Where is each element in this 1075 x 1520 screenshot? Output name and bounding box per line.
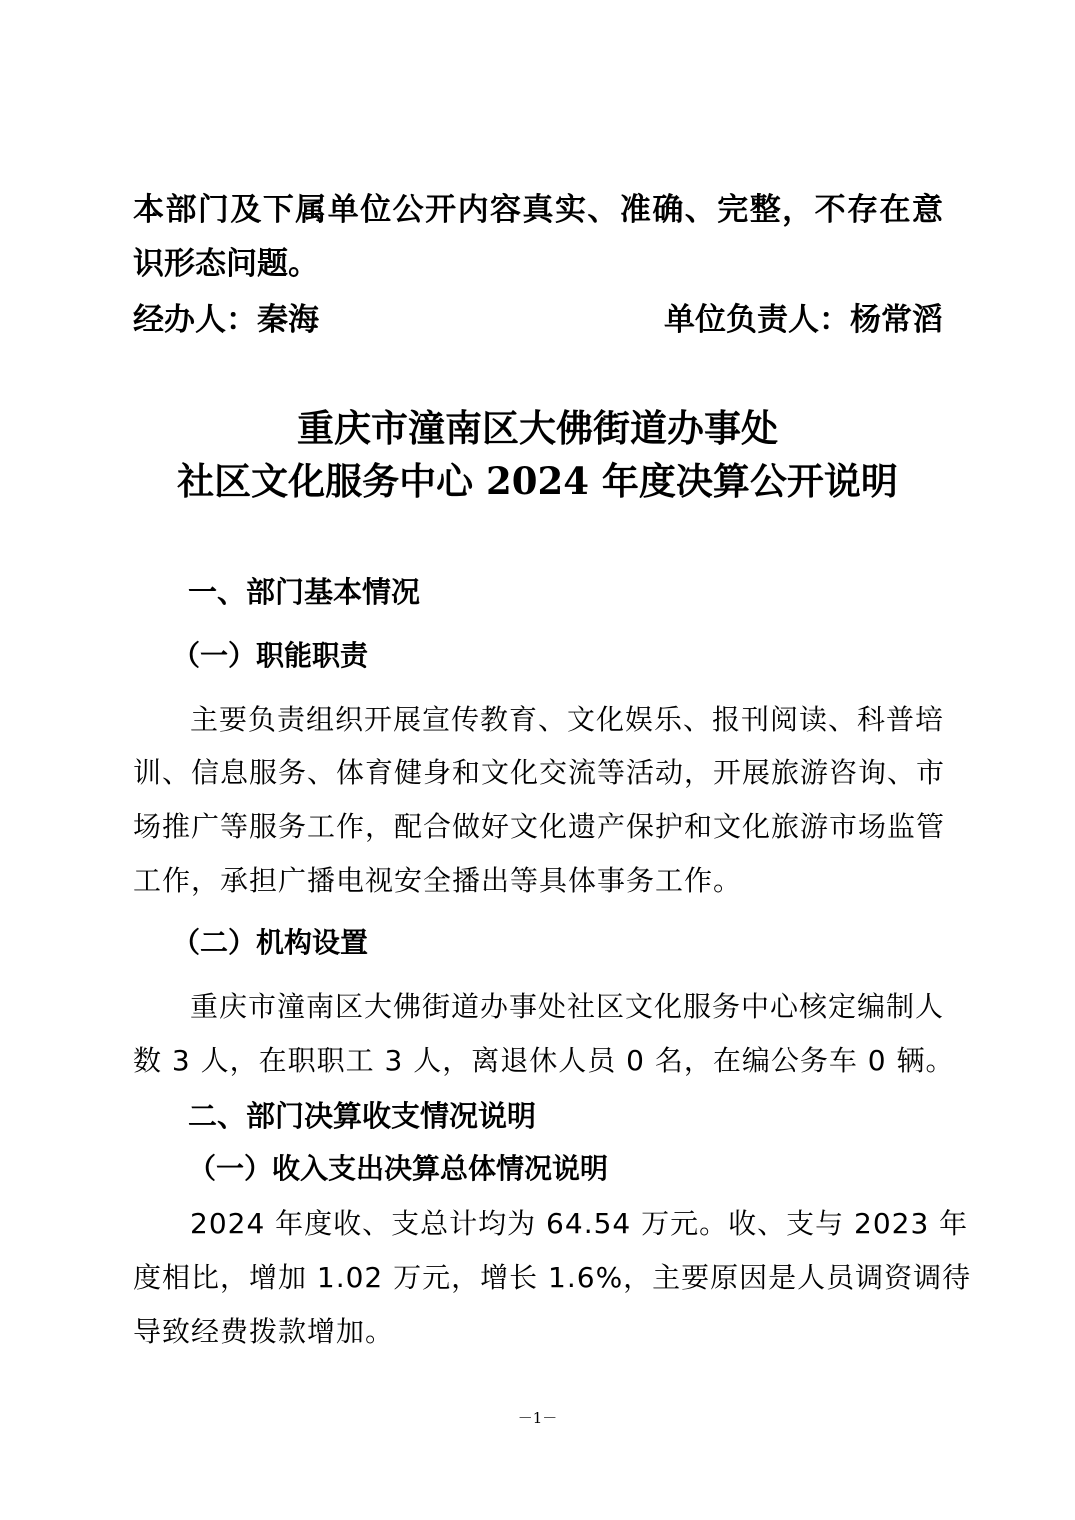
duty-line-2: 训、信息服务、体育健身和文化交流等活动，开展旅游咨询、市 [133,756,946,789]
summary-line-3: 导致经费拨款增加。 [133,1315,395,1348]
section-2-sub-1-heading: （一）收入支出决算总体情况说明 [188,1152,609,1185]
summary-line-1: 2024 年度收、支总计均为 64.54 万元。收、支与 2023 年 [190,1207,969,1240]
duty-line-3: 场推广等服务工作，配合做好文化遗产保护和文化旅游市场监管 [133,810,946,843]
statement-line-1: 本部门及下属单位公开内容真实、准确、完整，不存在意 [133,192,943,228]
section-1-sub-1-heading: （一）职能职责 [172,639,369,672]
signature-row [133,300,943,340]
document-title-line-1: 重庆市潼南区大佛街道办事处 [297,406,778,450]
leader-signature: 单位负责人：杨常滔 [664,302,943,338]
summary-line-2: 度相比，增加 1.02 万元，增长 1.6%，主要原因是人员调资调待 [133,1261,972,1294]
section-2-heading: 二、部门决算收支情况说明 [188,1099,537,1133]
section-1-sub-2-heading: （二）机构设置 [172,926,369,959]
section-1-heading: 一、部门基本情况 [188,575,421,609]
statement-line-2: 识形态问题。 [133,246,319,282]
document-title-line-2: 社区文化服务中心 2024 年度决算公开说明 [177,459,898,503]
duty-line-1: 主要负责组织开展宣传教育、文化娱乐、报刊阅读、科普培 [190,703,945,736]
handler-signature: 经办人：秦海 [133,302,319,338]
org-line-2: 数 3 人，在职职工 3 人，离退休人员 0 名，在编公务车 0 辆。 [133,1044,955,1077]
org-line-1: 重庆市潼南区大佛街道办事处社区文化服务中心核定编制人 [190,990,945,1023]
page-number: －1－ [517,1409,558,1427]
duty-line-4: 工作，承担广播电视安全播出等具体事务工作。 [133,864,743,897]
